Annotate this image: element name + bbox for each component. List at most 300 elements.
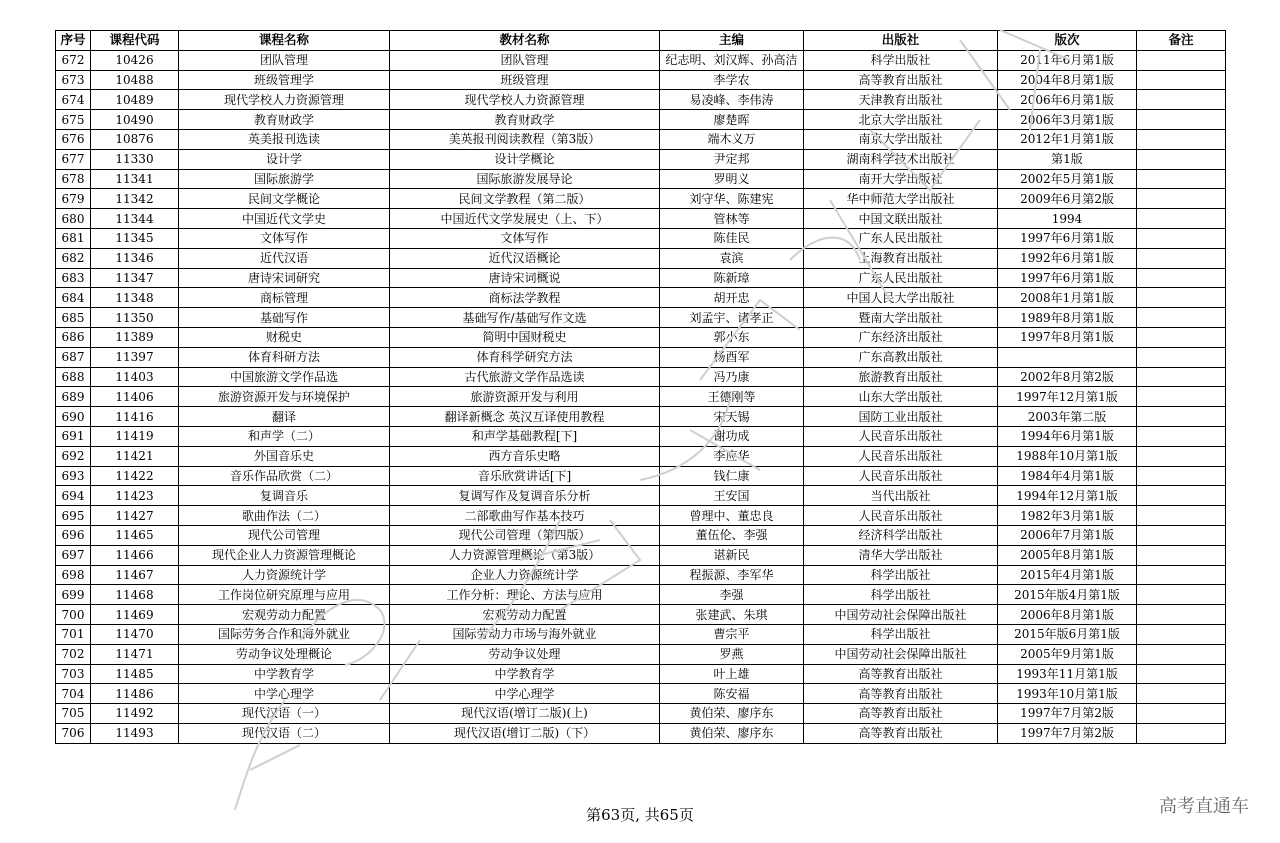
table-row	[56, 387, 1226, 407]
cell-remarks	[1137, 545, 1226, 565]
cell-course-name: 英美报刊选读	[179, 129, 390, 149]
table-row	[56, 367, 1226, 387]
cell-index: 701	[56, 624, 91, 644]
cell-publisher: 南京大学出版社	[804, 129, 998, 149]
cell-course-name: 文体写作	[179, 228, 390, 248]
table-row	[56, 605, 1226, 625]
cell-publisher: 清华大学出版社	[804, 545, 998, 565]
cell-textbook-name: 国际旅游发展导论	[390, 169, 660, 189]
cell-publisher: 人民音乐出版社	[804, 426, 998, 446]
cell-editor: 端木义万	[660, 129, 804, 149]
table-row	[56, 70, 1226, 90]
cell-edition: 2009年6月第2版	[998, 189, 1137, 209]
cell-course-name: 中学教育学	[179, 664, 390, 684]
cell-index: 687	[56, 347, 91, 367]
cell-remarks	[1137, 90, 1226, 110]
cell-course-name: 劳动争议处理概论	[179, 644, 390, 664]
header-index: 序号	[56, 31, 91, 51]
table-row	[56, 684, 1226, 704]
cell-edition: 2003年第二版	[998, 407, 1137, 427]
cell-publisher: 中国人民大学出版社	[804, 288, 998, 308]
cell-course-name: 中国旅游文学作品选	[179, 367, 390, 387]
cell-remarks	[1137, 288, 1226, 308]
cell-textbook-name: 企业人力资源统计学	[390, 565, 660, 585]
cell-course-code: 11422	[91, 466, 179, 486]
table-row	[56, 248, 1226, 268]
header-editor: 主编	[660, 31, 804, 51]
cell-course-code: 10489	[91, 90, 179, 110]
cell-editor: 曾理中、董忠良	[660, 506, 804, 526]
cell-edition: 1988年10月第1版	[998, 446, 1137, 466]
cell-course-name: 现代汉语（一）	[179, 704, 390, 724]
cell-course-code: 11492	[91, 704, 179, 724]
cell-textbook-name: 宏观劳动力配置	[390, 605, 660, 625]
cell-course-code: 11350	[91, 308, 179, 328]
course-table	[55, 30, 1226, 744]
cell-course-code: 11344	[91, 209, 179, 229]
cell-remarks	[1137, 248, 1226, 268]
cell-editor: 罗明义	[660, 169, 804, 189]
cell-edition: 2006年7月第1版	[998, 525, 1137, 545]
cell-index: 681	[56, 228, 91, 248]
table-row	[56, 506, 1226, 526]
cell-textbook-name: 旅游资源开发与利用	[390, 387, 660, 407]
cell-index: 694	[56, 486, 91, 506]
cell-course-code: 11468	[91, 585, 179, 605]
cell-remarks	[1137, 506, 1226, 526]
cell-editor: 郭小东	[660, 327, 804, 347]
cell-remarks	[1137, 664, 1226, 684]
cell-course-name: 财税史	[179, 327, 390, 347]
cell-course-code: 11423	[91, 486, 179, 506]
table-row	[56, 347, 1226, 367]
cell-textbook-name: 现代公司管理（第四版）	[390, 525, 660, 545]
cell-course-name: 商标管理	[179, 288, 390, 308]
cell-index: 696	[56, 525, 91, 545]
cell-edition: 2012年1月第1版	[998, 129, 1137, 149]
cell-textbook-name: 文体写作	[390, 228, 660, 248]
cell-publisher: 南开大学出版社	[804, 169, 998, 189]
cell-course-name: 近代汉语	[179, 248, 390, 268]
table-row	[56, 308, 1226, 328]
table-row	[56, 486, 1226, 506]
cell-publisher: 旅游教育出版社	[804, 367, 998, 387]
cell-index: 684	[56, 288, 91, 308]
cell-index: 697	[56, 545, 91, 565]
cell-editor: 李学农	[660, 70, 804, 90]
cell-publisher: 北京大学出版社	[804, 110, 998, 130]
cell-editor: 陈安福	[660, 684, 804, 704]
cell-remarks	[1137, 387, 1226, 407]
cell-index: 676	[56, 129, 91, 149]
table-row	[56, 525, 1226, 545]
cell-remarks	[1137, 129, 1226, 149]
header-publisher: 出版社	[804, 31, 998, 51]
cell-textbook-name: 人力资源管理概论（第3版）	[390, 545, 660, 565]
cell-textbook-name: 设计学概论	[390, 149, 660, 169]
cell-edition: 2015年4月第1版	[998, 565, 1137, 585]
table-row	[56, 466, 1226, 486]
brand-watermark: 高考直通车	[1159, 796, 1249, 817]
cell-edition: 1997年6月第1版	[998, 268, 1137, 288]
cell-remarks	[1137, 347, 1226, 367]
cell-remarks	[1137, 308, 1226, 328]
cell-editor: 陈新璋	[660, 268, 804, 288]
cell-remarks	[1137, 644, 1226, 664]
cell-course-code: 11345	[91, 228, 179, 248]
cell-edition: 第1版	[998, 149, 1137, 169]
table-row	[56, 189, 1226, 209]
cell-edition: 1994年12月第1版	[998, 486, 1137, 506]
cell-edition: 1997年6月第1版	[998, 228, 1137, 248]
cell-textbook-name: 教育财政学	[390, 110, 660, 130]
cell-index: 677	[56, 149, 91, 169]
cell-editor: 叶上雄	[660, 664, 804, 684]
cell-course-name: 音乐作品欣赏（二）	[179, 466, 390, 486]
cell-course-name: 设计学	[179, 149, 390, 169]
cell-index: 688	[56, 367, 91, 387]
cell-remarks	[1137, 723, 1226, 743]
cell-course-name: 宏观劳动力配置	[179, 605, 390, 625]
cell-edition: 1997年7月第2版	[998, 723, 1137, 743]
cell-textbook-name: 和声学基础教程[下]	[390, 426, 660, 446]
cell-remarks	[1137, 149, 1226, 169]
cell-edition: 2005年8月第1版	[998, 545, 1137, 565]
cell-editor: 曹宗平	[660, 624, 804, 644]
cell-publisher: 高等教育出版社	[804, 70, 998, 90]
cell-remarks	[1137, 367, 1226, 387]
cell-course-name: 现代学校人力资源管理	[179, 90, 390, 110]
cell-publisher: 高等教育出版社	[804, 664, 998, 684]
cell-publisher: 科学出版社	[804, 585, 998, 605]
cell-textbook-name: 工作分析：理论、方法与应用	[390, 585, 660, 605]
cell-textbook-name: 商标法学教程	[390, 288, 660, 308]
cell-editor: 罗燕	[660, 644, 804, 664]
cell-course-name: 现代企业人力资源管理概论	[179, 545, 390, 565]
cell-course-code: 11419	[91, 426, 179, 446]
cell-course-code: 11348	[91, 288, 179, 308]
cell-remarks	[1137, 50, 1226, 70]
cell-edition: 1993年10月第1版	[998, 684, 1137, 704]
cell-index: 679	[56, 189, 91, 209]
cell-course-name: 复调音乐	[179, 486, 390, 506]
cell-textbook-name: 西方音乐史略	[390, 446, 660, 466]
cell-publisher: 高等教育出版社	[804, 704, 998, 724]
cell-publisher: 广东经济出版社	[804, 327, 998, 347]
cell-textbook-name: 基础写作/基础写作文选	[390, 308, 660, 328]
cell-edition: 2006年3月第1版	[998, 110, 1137, 130]
cell-publisher: 广东高教出版社	[804, 347, 998, 367]
cell-edition: 2004年8月第1版	[998, 70, 1137, 90]
cell-course-code: 11469	[91, 605, 179, 625]
cell-index: 675	[56, 110, 91, 130]
table-row	[56, 446, 1226, 466]
cell-textbook-name: 中国近代文学发展史（上、下）	[390, 209, 660, 229]
cell-publisher: 华中师范大学出版社	[804, 189, 998, 209]
table-row	[56, 129, 1226, 149]
cell-course-name: 基础写作	[179, 308, 390, 328]
cell-course-name: 和声学（二）	[179, 426, 390, 446]
table-row	[56, 90, 1226, 110]
cell-editor: 冯乃康	[660, 367, 804, 387]
cell-course-name: 外国音乐史	[179, 446, 390, 466]
cell-index: 683	[56, 268, 91, 288]
cell-course-code: 11421	[91, 446, 179, 466]
table-row	[56, 704, 1226, 724]
cell-edition: 1982年3月第1版	[998, 506, 1137, 526]
cell-publisher: 科学出版社	[804, 50, 998, 70]
cell-edition	[998, 347, 1137, 367]
cell-edition: 1994	[998, 209, 1137, 229]
cell-textbook-name: 国际劳动力市场与海外就业	[390, 624, 660, 644]
cell-course-name: 教育财政学	[179, 110, 390, 130]
cell-course-name: 工作岗位研究原理与应用	[179, 585, 390, 605]
cell-edition: 1984年4月第1版	[998, 466, 1137, 486]
cell-course-code: 11470	[91, 624, 179, 644]
page-number: 第63页, 共65页	[586, 806, 694, 824]
cell-index: 672	[56, 50, 91, 70]
cell-course-name: 团队管理	[179, 50, 390, 70]
cell-textbook-name: 班级管理	[390, 70, 660, 90]
cell-publisher: 当代出版社	[804, 486, 998, 506]
cell-editor: 董伍伦、李强	[660, 525, 804, 545]
cell-publisher: 国防工业出版社	[804, 407, 998, 427]
cell-edition: 1997年12月第1版	[998, 387, 1137, 407]
cell-remarks	[1137, 704, 1226, 724]
cell-course-name: 体育科研方法	[179, 347, 390, 367]
table-row	[56, 426, 1226, 446]
cell-course-name: 班级管理学	[179, 70, 390, 90]
cell-publisher: 广东人民出版社	[804, 228, 998, 248]
cell-editor: 纪志明、刘汉辉、孙高洁	[660, 50, 804, 70]
table-row	[56, 565, 1226, 585]
cell-edition: 1993年11月第1版	[998, 664, 1137, 684]
cell-index: 678	[56, 169, 91, 189]
cell-remarks	[1137, 70, 1226, 90]
cell-editor: 谢功成	[660, 426, 804, 446]
cell-edition: 2008年1月第1版	[998, 288, 1137, 308]
cell-index: 698	[56, 565, 91, 585]
table-row	[56, 585, 1226, 605]
cell-index: 674	[56, 90, 91, 110]
cell-course-code: 11341	[91, 169, 179, 189]
cell-publisher: 湖南科学技术出版社	[804, 149, 998, 169]
cell-course-code: 11397	[91, 347, 179, 367]
cell-remarks	[1137, 228, 1226, 248]
table-header-row	[56, 31, 1226, 51]
cell-publisher: 中国劳动社会保障出版社	[804, 644, 998, 664]
cell-course-name: 翻译	[179, 407, 390, 427]
cell-course-name: 唐诗宋词研究	[179, 268, 390, 288]
cell-edition: 1989年8月第1版	[998, 308, 1137, 328]
header-course-name: 课程名称	[179, 31, 390, 51]
cell-course-name: 歌曲作法（二）	[179, 506, 390, 526]
cell-textbook-name: 二部歌曲写作基本技巧	[390, 506, 660, 526]
cell-remarks	[1137, 565, 1226, 585]
cell-course-name: 中学心理学	[179, 684, 390, 704]
cell-index: 703	[56, 664, 91, 684]
cell-textbook-name: 现代汉语(增订二版)(上)	[390, 704, 660, 724]
table-row	[56, 149, 1226, 169]
table-row	[56, 169, 1226, 189]
cell-course-code: 11406	[91, 387, 179, 407]
cell-course-code: 10426	[91, 50, 179, 70]
cell-publisher: 高等教育出版社	[804, 723, 998, 743]
cell-editor: 刘守华、陈建宪	[660, 189, 804, 209]
cell-index: 706	[56, 723, 91, 743]
header-remarks: 备注	[1137, 31, 1226, 51]
cell-course-name: 国际旅游学	[179, 169, 390, 189]
cell-publisher: 中国劳动社会保障出版社	[804, 605, 998, 625]
cell-editor: 谌新民	[660, 545, 804, 565]
cell-course-code: 11389	[91, 327, 179, 347]
header-course-code: 课程代码	[91, 31, 179, 51]
cell-index: 685	[56, 308, 91, 328]
header-textbook-name: 教材名称	[390, 31, 660, 51]
cell-editor: 王安国	[660, 486, 804, 506]
cell-course-name: 现代公司管理	[179, 525, 390, 545]
cell-textbook-name: 音乐欣赏讲话[下]	[390, 466, 660, 486]
cell-course-code: 11416	[91, 407, 179, 427]
cell-remarks	[1137, 268, 1226, 288]
cell-textbook-name: 美英报刊阅读教程（第3版）	[390, 129, 660, 149]
table-row	[56, 545, 1226, 565]
cell-index: 673	[56, 70, 91, 90]
cell-editor: 杨酉军	[660, 347, 804, 367]
cell-remarks	[1137, 189, 1226, 209]
cell-publisher: 高等教育出版社	[804, 684, 998, 704]
cell-textbook-name: 近代汉语概论	[390, 248, 660, 268]
cell-index: 692	[56, 446, 91, 466]
cell-textbook-name: 唐诗宋词概说	[390, 268, 660, 288]
cell-course-code: 11427	[91, 506, 179, 526]
cell-edition: 1997年8月第1版	[998, 327, 1137, 347]
cell-textbook-name: 中学教育学	[390, 664, 660, 684]
cell-remarks	[1137, 486, 1226, 506]
cell-course-code: 10876	[91, 129, 179, 149]
cell-remarks	[1137, 209, 1226, 229]
cell-editor: 袁滨	[660, 248, 804, 268]
table-row	[56, 644, 1226, 664]
cell-edition: 1994年6月第1版	[998, 426, 1137, 446]
cell-index: 680	[56, 209, 91, 229]
cell-editor: 易凌峰、李伟涛	[660, 90, 804, 110]
cell-editor: 黄伯荣、廖序东	[660, 723, 804, 743]
table-row	[56, 110, 1226, 130]
cell-course-code: 11346	[91, 248, 179, 268]
cell-index: 695	[56, 506, 91, 526]
cell-course-code: 11347	[91, 268, 179, 288]
cell-course-name: 人力资源统计学	[179, 565, 390, 585]
cell-remarks	[1137, 525, 1226, 545]
cell-course-code: 11403	[91, 367, 179, 387]
cell-course-code: 11467	[91, 565, 179, 585]
table-row	[56, 228, 1226, 248]
cell-index: 686	[56, 327, 91, 347]
cell-edition: 1992年6月第1版	[998, 248, 1137, 268]
header-edition: 版次	[998, 31, 1137, 51]
cell-editor: 王德刚等	[660, 387, 804, 407]
cell-remarks	[1137, 624, 1226, 644]
cell-index: 699	[56, 585, 91, 605]
cell-course-name: 民间文学概论	[179, 189, 390, 209]
cell-course-code: 11493	[91, 723, 179, 743]
table-row	[56, 50, 1226, 70]
cell-edition: 2002年5月第1版	[998, 169, 1137, 189]
cell-publisher: 暨南大学出版社	[804, 308, 998, 328]
cell-textbook-name: 劳动争议处理	[390, 644, 660, 664]
cell-editor: 程振源、李军华	[660, 565, 804, 585]
cell-textbook-name: 翻译新概念 英汉互译使用教程	[390, 407, 660, 427]
cell-editor: 李应华	[660, 446, 804, 466]
cell-publisher: 上海教育出版社	[804, 248, 998, 268]
cell-edition: 2006年6月第1版	[998, 90, 1137, 110]
table-body	[56, 50, 1226, 743]
cell-remarks	[1137, 466, 1226, 486]
cell-editor: 张建武、朱琪	[660, 605, 804, 625]
cell-editor: 廖楚晖	[660, 110, 804, 130]
cell-publisher: 人民音乐出版社	[804, 506, 998, 526]
cell-remarks	[1137, 605, 1226, 625]
cell-edition: 2005年9月第1版	[998, 644, 1137, 664]
cell-editor: 黄伯荣、廖序东	[660, 704, 804, 724]
cell-editor: 钱仁康	[660, 466, 804, 486]
cell-edition: 2015年版4月第1版	[998, 585, 1137, 605]
cell-course-code: 11342	[91, 189, 179, 209]
cell-index: 682	[56, 248, 91, 268]
cell-index: 700	[56, 605, 91, 625]
cell-edition: 1997年7月第2版	[998, 704, 1137, 724]
cell-index: 690	[56, 407, 91, 427]
cell-publisher: 山东大学出版社	[804, 387, 998, 407]
table-row	[56, 209, 1226, 229]
cell-index: 705	[56, 704, 91, 724]
table-row	[56, 407, 1226, 427]
cell-course-name: 现代汉语（二）	[179, 723, 390, 743]
cell-course-code: 10488	[91, 70, 179, 90]
table-row	[56, 624, 1226, 644]
cell-course-code: 11485	[91, 664, 179, 684]
cell-publisher: 人民音乐出版社	[804, 446, 998, 466]
cell-edition: 2015年版6月第1版	[998, 624, 1137, 644]
cell-remarks	[1137, 110, 1226, 130]
cell-textbook-name: 团队管理	[390, 50, 660, 70]
cell-publisher: 经济科学出版社	[804, 525, 998, 545]
cell-course-code: 11330	[91, 149, 179, 169]
cell-editor: 胡开忠	[660, 288, 804, 308]
cell-editor: 尹定邦	[660, 149, 804, 169]
cell-remarks	[1137, 327, 1226, 347]
cell-remarks	[1137, 426, 1226, 446]
table-row	[56, 723, 1226, 743]
cell-index: 691	[56, 426, 91, 446]
cell-course-code: 11465	[91, 525, 179, 545]
cell-editor: 管林等	[660, 209, 804, 229]
table-row	[56, 664, 1226, 684]
cell-editor: 刘孟宇、诸孝正	[660, 308, 804, 328]
cell-index: 704	[56, 684, 91, 704]
cell-edition: 2011年6月第1版	[998, 50, 1137, 70]
cell-textbook-name: 中学心理学	[390, 684, 660, 704]
cell-textbook-name: 现代汉语(增订二版)（下）	[390, 723, 660, 743]
cell-publisher: 人民音乐出版社	[804, 466, 998, 486]
cell-remarks	[1137, 446, 1226, 466]
cell-remarks	[1137, 585, 1226, 605]
cell-textbook-name: 复调写作及复调音乐分析	[390, 486, 660, 506]
cell-course-code: 11466	[91, 545, 179, 565]
cell-textbook-name: 民间文学教程（第二版）	[390, 189, 660, 209]
cell-publisher: 科学出版社	[804, 624, 998, 644]
